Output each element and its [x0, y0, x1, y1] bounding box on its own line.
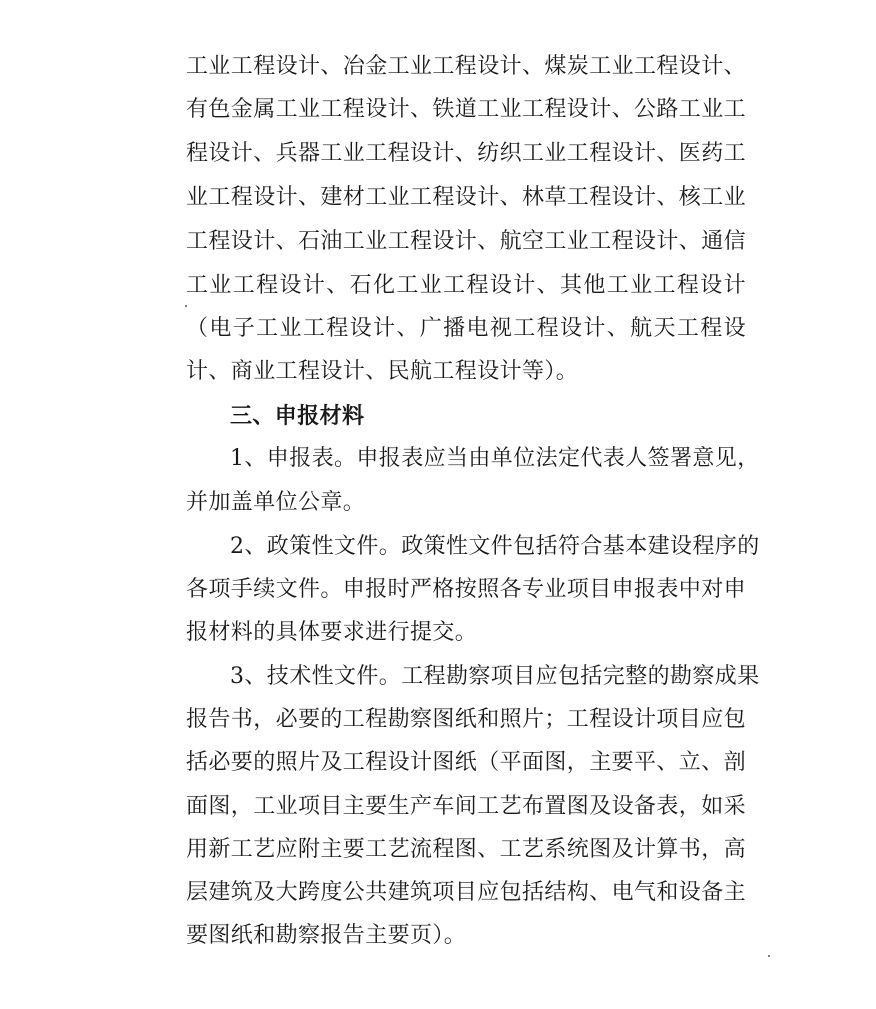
item-1-line: 并加盖单位公章。	[186, 490, 366, 515]
text-line: 工业工程设计、石化工业工程设计、其他工业工程设计	[186, 273, 746, 298]
item-3-line: 要图纸和勘察报告主要页）。	[186, 923, 467, 948]
item-3-line: 面图，工业项目主要生产车间工艺布置图及设备表，如采	[186, 794, 747, 819]
text-line: 程设计、兵器工业工程设计、纺织工业工程设计、医药工	[186, 141, 747, 166]
text-line: （电子工业工程设计、广播电视工程设计、航天工程设	[186, 316, 746, 341]
section-heading: 三、申报材料	[230, 403, 365, 429]
item-3-line: 层建筑及大跨度公共建筑项目应包括结构、电气和设备主	[186, 880, 747, 905]
item-1-line: 1、申报表。申报表应当由单位法定代表人签署意见，	[230, 446, 760, 471]
scan-speck	[185, 305, 187, 307]
item-3-line: 括必要的照片及工程设计图纸（平面图，主要平、立、剖	[186, 750, 747, 775]
item-2-line: 2、政策性文件。政策性文件包括符合基本建设程序的	[230, 534, 760, 559]
item-3-line: 3、技术性文件。工程勘察项目应包括完整的勘察成果	[230, 664, 760, 689]
text-line: 工业工程设计、冶金工业工程设计、煤炭工业工程设计、	[186, 54, 747, 79]
item-3-line: 报告书，必要的工程勘察图纸和照片；工程设计项目应包	[186, 707, 747, 732]
text-line: 业工程设计、建材工业工程设计、林草工程设计、核工业	[186, 185, 747, 210]
item-3-line: 用新工艺应附主要工艺流程图、工艺系统图及计算书，高	[186, 837, 747, 862]
item-2-line: 各项手续文件。申报时严格按照各专业项目申报表中对申	[186, 577, 747, 602]
text-line: 计、商业工程设计、民航工程设计等）。	[186, 359, 579, 384]
text-line: 有色金属工业工程设计、铁道工业工程设计、公路工业工	[186, 97, 747, 122]
item-2-line: 报材料的具体要求进行提交。	[186, 620, 478, 645]
text-line: 工程设计、石油工业工程设计、航空工业工程设计、通信	[186, 229, 747, 254]
scan-speck	[768, 955, 770, 957]
